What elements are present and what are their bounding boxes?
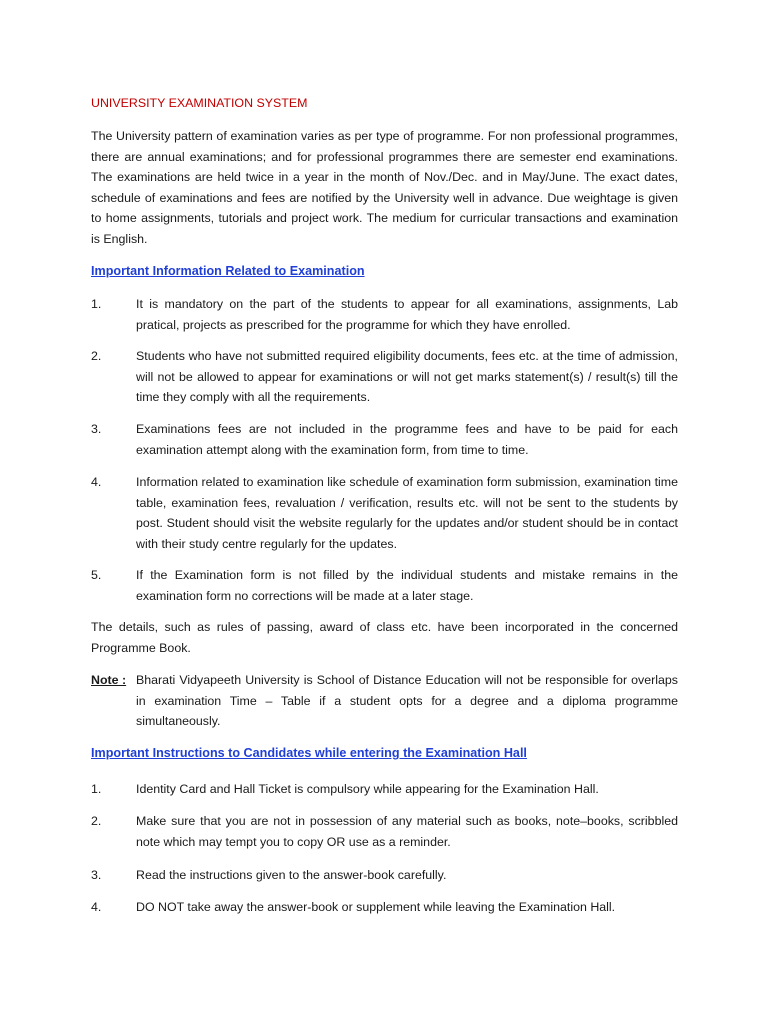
- list-item-number: 4.: [91, 475, 102, 489]
- list-item-number: 4.: [91, 900, 102, 914]
- list-item-number: 1.: [91, 297, 102, 311]
- intro-paragraph: The University pattern of examination varies as per type of programme. For non professional programmes, there are annual examinations; and for professional programmes there are semester end examinations. The examinations are held twice in a year in the month of Nov./Dec. and in May/June. The exact dates, schedule of examinations and fees are notified by the University well in advance. Due weightage is given to home assignments, tutorials and project work. The medium for curricular transactions and examination is English.: [91, 129, 678, 246]
- page-title: UNIVERSITY EXAMINATION SYSTEM: [91, 96, 308, 110]
- details-paragraph: The details, such as rules of passing, award of class etc. have been incorporated in the concerned Programme Book.: [91, 620, 678, 655]
- list-item-text: DO NOT take away the answer-book or supplement while leaving the Examination Hall.: [136, 900, 616, 914]
- list-item-text: Read the instructions given to the answer-book carefully.: [136, 868, 447, 882]
- list-item-number: 3.: [91, 868, 102, 882]
- list-item-number: 5.: [91, 568, 102, 582]
- list-item-text: It is mandatory on the part of the students to appear for all examinations, assignments, Lab pratical, projects as prescribed for the programme for which they have enrolled.: [136, 297, 678, 332]
- list-item-text: Identity Card and Hall Ticket is compulsory while appearing for the Examination Hall.: [136, 782, 599, 796]
- section-heading-exam-hall[interactable]: Important Instructions to Candidates while entering the Examination Hall: [91, 746, 527, 760]
- list-item-text: Students who have not submitted required eligibility documents, fees etc. at the time of admission, will not be allowed to appear for examinations or will not get marks statement(s) / result(s) till the time they comply with all the requirements.: [136, 349, 678, 405]
- list-item-text: Information related to examination like schedule of examination form submission, examination time table, examination fees, revaluation / verification, results etc. will not be sent to the students by post. Student should visit the website regularly for the updates and/or student should be in contact with their study centre regularly for the updates.: [136, 475, 678, 551]
- note-text: Bharati Vidyapeeth University is School of Distance Education will not be responsible for overlaps in examination Time – Table if a student opts for a degree and a diploma programme simultaneously.: [136, 673, 678, 729]
- list-item-text: If the Examination form is not filled by the individual students and mistake remains in the examination form no corrections will be made at a later stage.: [136, 568, 678, 603]
- list-item-text: Make sure that you are not in possession of any material such as books, note–books, scribbled note which may tempt you to copy OR use as a reminder.: [136, 814, 678, 849]
- list-item-number: 3.: [91, 422, 102, 436]
- section-heading-exam-info[interactable]: Important Information Related to Examination: [91, 264, 365, 278]
- list-item-number: 1.: [91, 782, 102, 796]
- list-item-text: Examinations fees are not included in the programme fees and have to be paid for each examination attempt along with the examination form, from time to time.: [136, 422, 678, 457]
- note-label: Note :: [91, 673, 127, 687]
- list-item-number: 2.: [91, 814, 102, 828]
- list-item-number: 2.: [91, 349, 102, 363]
